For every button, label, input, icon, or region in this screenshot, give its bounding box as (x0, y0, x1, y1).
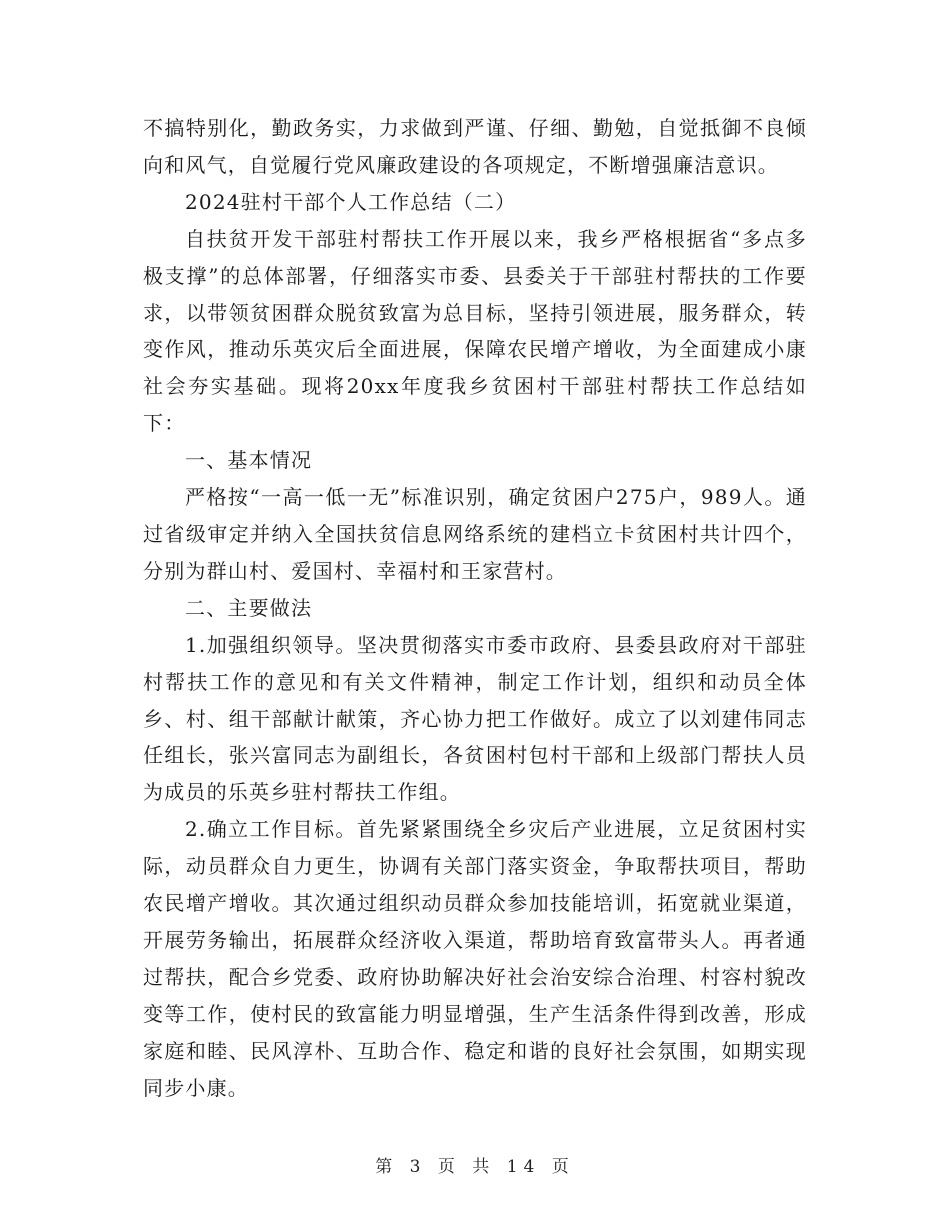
paragraph-intro: 自扶贫开发干部驻村帮扶工作开展以来，我乡严格根据省“多点多极支撑”的总体部署，仔细落实市委、县委关于干部驻村帮扶的工作要求，以带领贫困群众脱贫致富为总目标，坚持引领进展，服务群众，转变作风，推动乐英灾后全面进展，保障农民增产增收，为全面建成小康社会夯实基础。现将20xx年度我乡贫困村干部驻村帮扶工作总结如下： (143, 226, 807, 436)
paragraph-continuation: 不搞特别化，勤政务实，力求做到严谨、仔细、勤勉，自觉抵御不良倾向和风气，自觉履行党风廉政建设的各项规定，不断增强廉洁意识。 (143, 116, 807, 177)
heading-basic-situation: 一、基本情况 (185, 448, 313, 473)
heading-main-practices: 二、主要做法 (185, 595, 313, 620)
paragraph-work-goals: 2.确立工作目标。首先紧紧围绕全乡灾后产业进展，立足贫困村实际，动员群众自力更生，协调有关部门落实资金，争取帮扶项目，帮助农民增产增收。其次通过组织动员群众参加技能培训，拓宽就业渠道，开展劳务输出，拓展群众经济收入渠道，帮助培育致富带头人。再者通过帮扶，配合乡党委、政府协助解决好社会治安综合治理、村容村貌改变等工作，使村民的致富能力明显增强，生产生活条件得到改善，形成家庭和睦、民风淳朴、互助合作、稳定和谐的良好社会氛围，如期实现同步小康。 (143, 817, 807, 1100)
section-title: 2024驻村干部个人工作总结（二） (185, 189, 517, 214)
paragraph-basic-situation: 严格按“一高一低一无”标准识别，确定贫困户275户，989人。通过省级审定并纳入全国扶贫信息网络系统的建档立卡贫困村共计四个，分别为群山村、爱国村、幸福村和王家营村。 (143, 485, 807, 583)
page-number-footer: 第 3 页 共 14 页 (375, 1157, 575, 1177)
document-body (143, 110, 807, 1106)
paragraph-organization-leadership: 1.加强组织领导。坚决贯彻落实市委市政府、县委县政府对干部驻村帮扶工作的意见和有关文件精神，制定工作计划，组织和动员全体乡、村、组干部献计献策，齐心协力把工作做好。成立了以刘建伟同志任组长，张兴富同志为副组长，各贫困村包村干部和上级部门帮扶人员为成员的乐英乡驻村帮扶工作组。 (143, 632, 807, 805)
